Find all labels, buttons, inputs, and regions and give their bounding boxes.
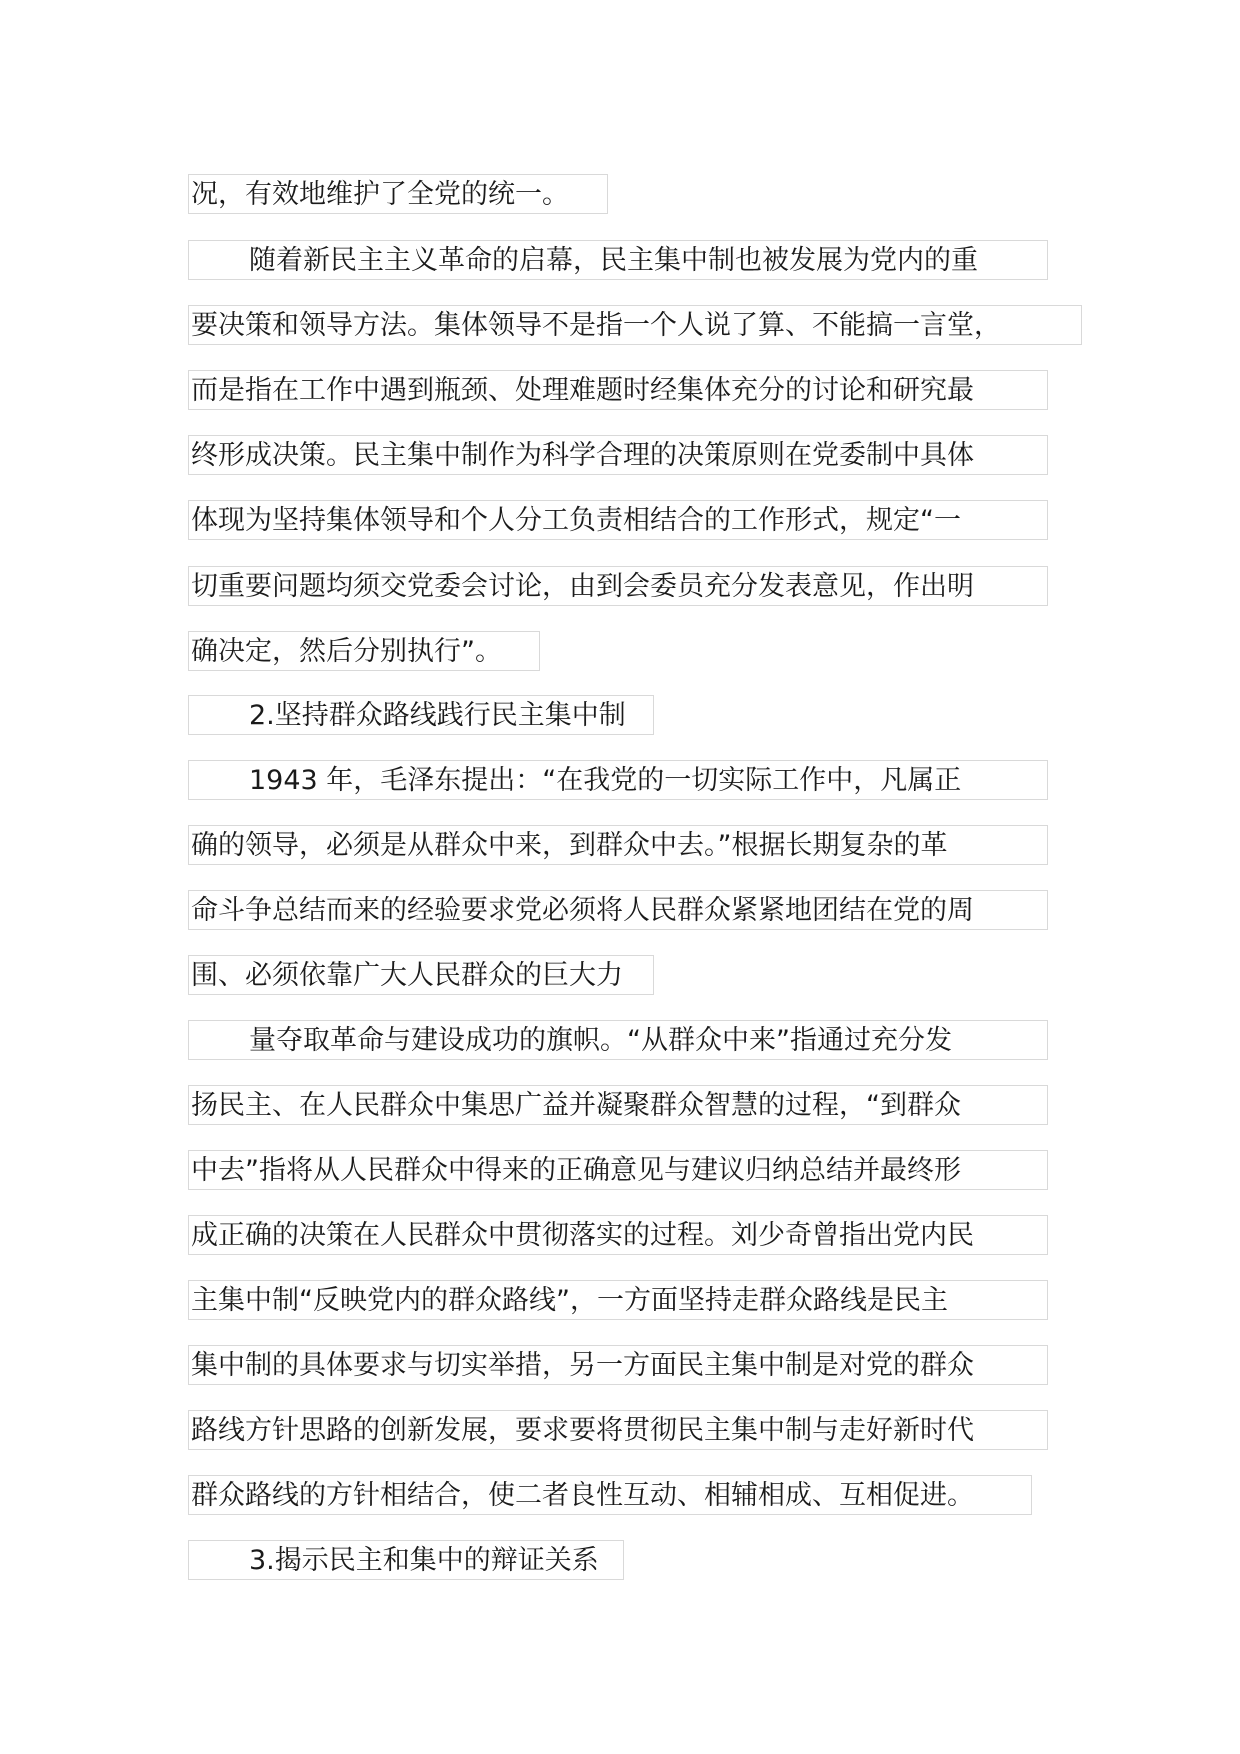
text-line: 确的领导，必须是从群众中来，到群众中去。”根据长期复杂的革 xyxy=(188,825,1048,865)
text-line: 终形成决策。民主集中制作为科学合理的决策原则在党委制中具体 xyxy=(188,435,1048,475)
text-line: 命斗争总结而来的经验要求党必须将人民群众紧紧地团结在党的周 xyxy=(188,890,1048,930)
text-line: 量夺取革命与建设成功的旗帜。“从群众中来”指通过充分发 xyxy=(188,1020,1048,1060)
text-line: 况，有效地维护了全党的统一。 xyxy=(188,174,608,214)
heading-line: 3.揭示民主和集中的辩证关系 xyxy=(188,1540,624,1580)
text-line: 中去”指将从人民群众中得来的正确意见与建议归纳总结并最终形 xyxy=(188,1150,1048,1190)
text-line: 路线方针思路的创新发展，要求要将贯彻民主集中制与走好新时代 xyxy=(188,1410,1048,1450)
text-line: 随着新民主主义革命的启幕，民主集中制也被发展为党内的重 xyxy=(188,240,1048,280)
text-line: 扬民主、在人民群众中集思广益并凝聚群众智慧的过程，“到群众 xyxy=(188,1085,1048,1125)
text-line: 主集中制“反映党内的群众路线”，一方面坚持走群众路线是民主 xyxy=(188,1280,1048,1320)
text-line: 要决策和领导方法。集体领导不是指一个人说了算、不能搞一言堂， xyxy=(188,305,1082,345)
text-line: 围、必须依靠广大人民群众的巨大力 xyxy=(188,955,654,995)
text-line: 群众路线的方针相结合，使二者良性互动、相辅相成、互相促进。 xyxy=(188,1475,1032,1515)
text-line: 成正确的决策在人民群众中贯彻落实的过程。刘少奇曾指出党内民 xyxy=(188,1215,1048,1255)
text-line: 确决定，然后分别执行”。 xyxy=(188,631,540,671)
text-line: 体现为坚持集体领导和个人分工负责相结合的工作形式，规定“一 xyxy=(188,500,1048,540)
heading-line: 2.坚持群众路线践行民主集中制 xyxy=(188,695,654,735)
text-line: 而是指在工作中遇到瓶颈、处理难题时经集体充分的讨论和研究最 xyxy=(188,370,1048,410)
text-line: 1943 年，毛泽东提出：“在我党的一切实际工作中，凡属正 xyxy=(188,760,1048,800)
text-line: 切重要问题均须交党委会讨论，由到会委员充分发表意见，作出明 xyxy=(188,566,1048,606)
text-line: 集中制的具体要求与切实举措，另一方面民主集中制是对党的群众 xyxy=(188,1345,1048,1385)
